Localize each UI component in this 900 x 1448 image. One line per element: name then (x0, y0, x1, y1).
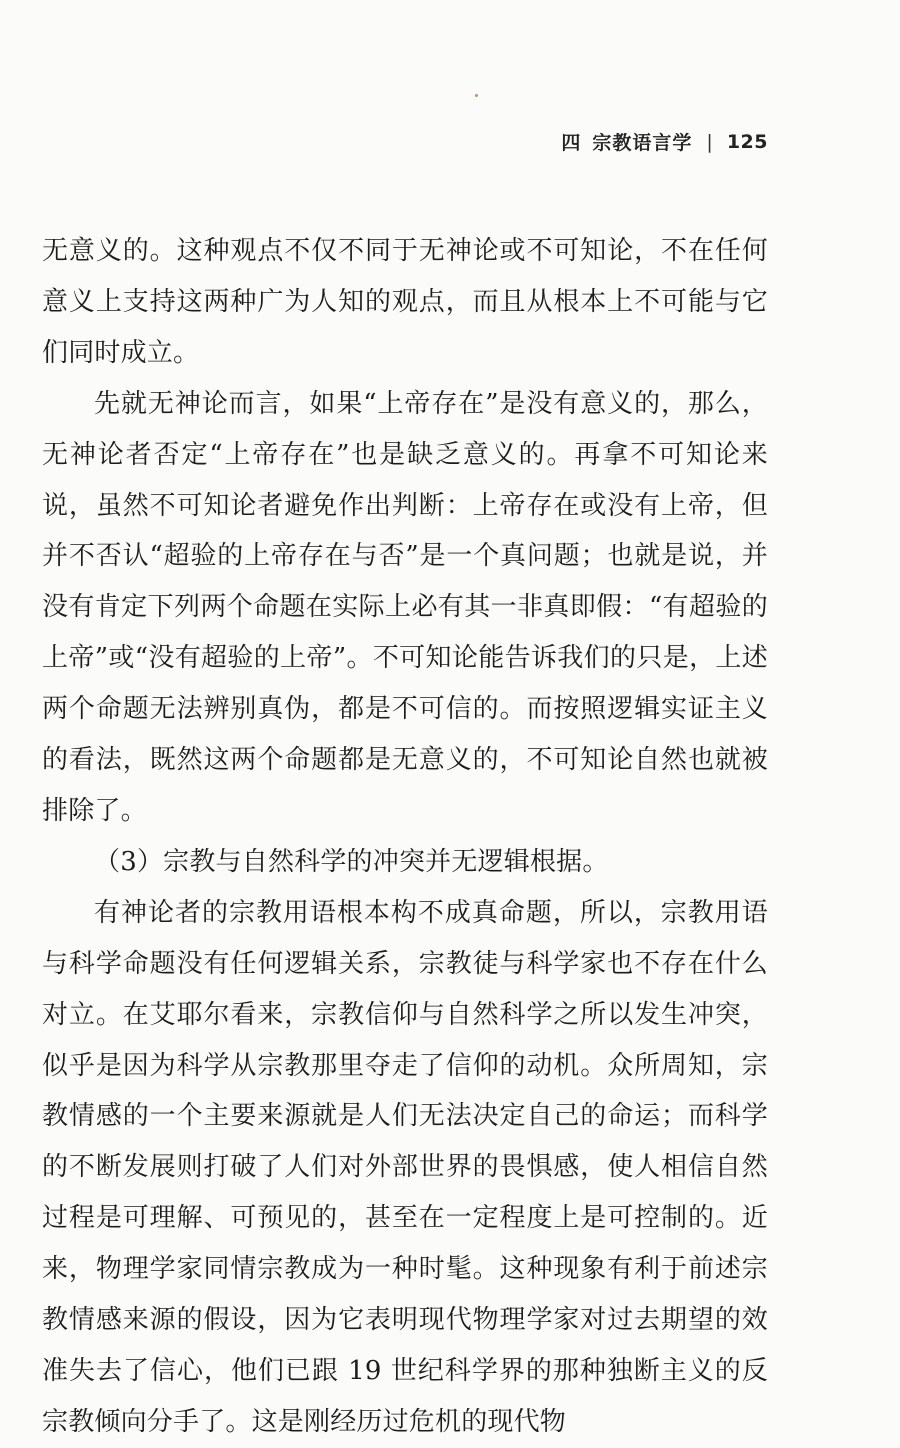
paragraph-religion-science: 有神论者的宗教用语根本构不成真命题，所以，宗教用语与科学命题没有任何逻辑关系，宗教徒与科学家也不存在什么对立。在艾耶尔看来，宗教信仰与自然科学之所以发生冲突，似乎是因为科学从宗教那里夺走了信仰的动机。众所周知，宗教情感的一个主要来源就是人们无法决定自己的命运；而科学的不断发展则打破了人们对外部世界的畏惧感，使人相信自然过程是可理解、可预见的，甚至在一定程度上是可控制的。近来，物理学家同情宗教成为一种时髦。这种现象有利于前述宗教情感来源的假设，因为它表明现代物理学家对过去期望的效准失去了信心，他们已跟 19 世纪科学界的那种独断主义的反宗教倾向分手了。这是刚经历过危机的现代物 (42, 897, 768, 1437)
chapter-number: 四 (561, 132, 581, 154)
paragraph-atheism-agnosticism: 先就无神论而言，如果“上帝存在”是没有意义的，那么，无神论者否定“上帝存在”也是缺乏意义的。再拿不可知论来说，虽然不可知论者避免作出判断：上帝存在或没有上帝，但并不否认“超验的上帝存在与否”是一个真问题；也就是说，并没有肯定下列两个命题在实际上必有其一非真即假：“有超验的上帝”或“没有超验的上帝”。不可知论能告诉我们的只是，上述两个命题无法辨别真伪，都是不可信的。而按照逻辑实证主义的看法，既然这两个命题都是无意义的，不可知论自然也就被排除了。 (42, 388, 768, 826)
paragraph-continuation: 无意义的。这种观点不仅不同于无神论或不可知论，不在任何意义上支持这两种广为人知的观点，而且从根本上不可能与它们同时成立。 (42, 236, 768, 368)
chapter-title: 宗教语言学 (592, 132, 693, 154)
running-header (561, 128, 768, 155)
body-text (42, 226, 768, 1448)
page-number: 125 (726, 130, 768, 153)
point-3-heading: （3）宗教与自然科学的冲突并无逻辑根据。 (94, 846, 609, 877)
paper-speck (475, 94, 478, 97)
header-separator: | (706, 130, 713, 153)
